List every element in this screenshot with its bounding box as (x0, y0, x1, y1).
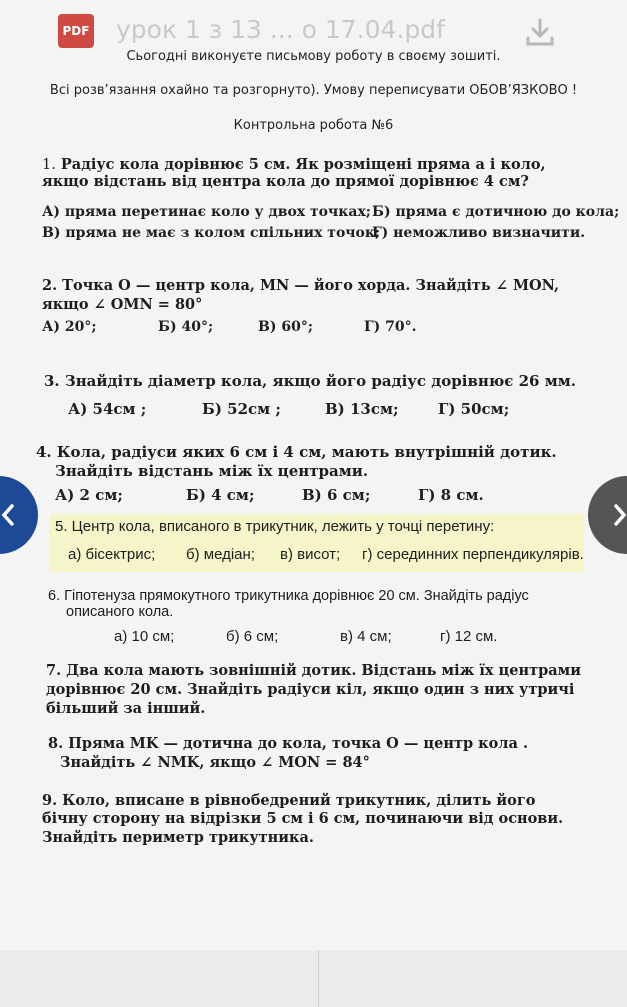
question-2-option-a: А) 20°; (42, 319, 97, 335)
question-1-option-b: Б) пряма є дотичною до кола; (372, 204, 620, 220)
question-6-option-a: а) 10 см; (114, 628, 175, 645)
question-4-option-d: Г) 8 см. (418, 486, 484, 504)
question-1-option-c: В) пряма не має з колом спільних точок; (42, 225, 381, 241)
question-2-option-b: Б) 40°; (158, 319, 214, 335)
question-3-option-c: В) 13см; (325, 400, 399, 418)
next-page-preview (0, 950, 627, 1007)
chevron-right-icon (588, 476, 627, 554)
question-1-option-d: Г) неможливо визначити. (372, 225, 586, 241)
question-3-option-b: Б) 52см ; (202, 400, 281, 418)
question-2-option-d: Г) 70°. (364, 319, 417, 335)
question-5-option-b: б) медіан; (186, 546, 255, 563)
pdf-file-icon: PDF (58, 14, 94, 48)
download-button[interactable] (522, 16, 558, 50)
download-icon (522, 16, 558, 50)
question-6-line-2: описаного кола. (66, 604, 174, 620)
question-8-line-1: 8. Пряма MK — дотична до кола, точка O — центр кола . (48, 735, 528, 752)
instruction-line-1: Сьогодні виконуєте письмову роботу в своєму зошиті. (126, 49, 501, 64)
question-5-option-a: а) бісектрис; (68, 546, 156, 563)
question-6-line-1: 6. Гіпотенуза прямокутного трикутника дорівнює 20 см. Знайдіть радіус (48, 588, 529, 604)
question-6-option-b: б) 6 см; (226, 628, 279, 645)
viewer-toolbar (0, 0, 627, 52)
question-7-line-1: 7. Два кола мають зовнішній дотик. Відстань між їх центрами (46, 662, 581, 679)
previous-page-button[interactable] (0, 476, 38, 554)
question-9-line-2: бічну сторону на відрізки 5 см і 6 см, починаючи від основи. (42, 810, 564, 827)
question-2-line-1: 2. Точка O — центр кола, MN — його хорда. Знайдіть ∠ MON, (42, 277, 560, 294)
question-3-option-a: А) 54см ; (68, 400, 147, 418)
question-5: 5. Центр кола, вписаного в трикутник, лежить у точці перетину: (55, 518, 495, 535)
question-4-line-1: 4. Кола, радіуси яких 6 см і 4 см, мають внутрішній дотик. (36, 443, 557, 461)
question-1-line-2: якщо відстань від центра кола до прямої дорівнює 4 см? (42, 173, 529, 190)
question-6-option-c: в) 4 см; (340, 628, 392, 645)
question-5-option-d: г) серединних перпендикулярів. (362, 546, 584, 563)
question-4-option-c: В) 6 см; (302, 486, 371, 504)
question-6-option-d: г) 12 см. (440, 628, 498, 645)
test-title: Контрольна робота №6 (233, 118, 394, 133)
chevron-left-icon (0, 476, 38, 554)
question-1-line-1: 1. Радіус кола дорівнює 5 см. Як розміщені пряма a і коло, (42, 156, 546, 173)
question-3-option-d: Г) 50см; (438, 400, 510, 418)
question-1-option-a: А) пряма перетинає коло у двох точках; (42, 204, 371, 220)
question-7-line-3: більший за інший. (46, 700, 206, 717)
question-8-line-2: Знайдіть ∠ NMK, якщо ∠ MON = 84° (60, 754, 370, 771)
question-7-line-2: дорівнює 20 см. Знайдіть радіуси кіл, якщо один з них утричі (46, 681, 575, 698)
question-5-option-c: в) висот; (280, 546, 341, 563)
file-title: урок 1 з 13 ... о 17.04.pdf (116, 15, 445, 44)
page-divider (318, 950, 319, 1007)
next-page-button[interactable] (588, 476, 627, 554)
question-2-line-2: якщо ∠ OMN = 80° (42, 296, 203, 313)
question-4-option-b: Б) 4 см; (186, 486, 255, 504)
question-4-line-2: Знайдіть відстань між їх центрами. (55, 462, 369, 480)
question-9-line-3: Знайдіть периметр трикутника. (42, 829, 314, 846)
instruction-line-2: Всі розв’язання охайно та розгорнуто). Умову переписувати ОБОВ’ЯЗКОВО ! (49, 83, 578, 98)
question-9-line-1: 9. Коло, вписане в рівнобедрений трикутник, ділить його (42, 792, 536, 809)
question-4-option-a: А) 2 см; (55, 486, 123, 504)
question-3: 3. Знайдіть діаметр кола, якщо його радіус дорівнює 26 мм. (44, 372, 576, 390)
question-2-option-c: В) 60°; (258, 319, 313, 335)
